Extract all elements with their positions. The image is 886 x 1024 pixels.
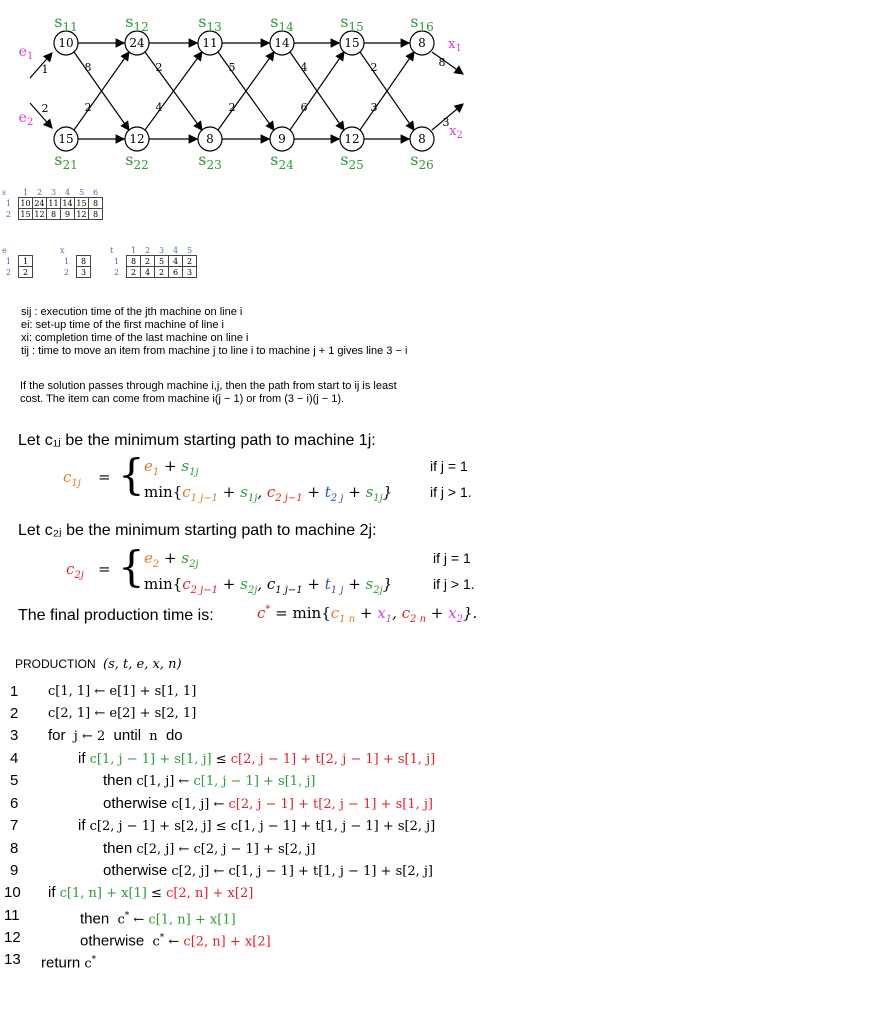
- station-label: $s_{21}$: [54, 150, 78, 172]
- table-cell: 3: [77, 267, 91, 278]
- table-cell: 4: [169, 256, 183, 267]
- table-col-header: 1: [130, 245, 137, 255]
- table-col-header: 2: [144, 245, 151, 255]
- table-row-header: 1: [5, 198, 12, 208]
- definition-line: sij : execution time of the jth machine on line i: [21, 306, 243, 318]
- table-cell: 9: [61, 209, 75, 220]
- station-value: 24: [129, 36, 145, 50]
- table-row-header: 2: [5, 209, 12, 219]
- exit-label: $x_2$: [449, 124, 463, 141]
- table-col-header: 1: [22, 187, 29, 197]
- table-cell: 2: [141, 256, 155, 267]
- formula-c1j: $c_{1j}$ = { $e_1 + s_{1j}$ $\min\{c_{1 j-1} + s_{1j}$, $c_{2 j-1} + t_{2 j} + s_{1j}$} if j = 1 if j > 1.: [63, 450, 472, 504]
- table-row: [110, 256, 197, 267]
- table-col-header: 3: [50, 187, 57, 197]
- station-value: 11: [202, 36, 218, 50]
- line-number: 6: [10, 795, 19, 812]
- table-col-header: 5: [186, 245, 193, 255]
- exit-value: 3: [442, 116, 450, 129]
- table-title: s: [2, 187, 7, 197]
- paragraph: [20, 380, 397, 406]
- table-col-header: 3: [158, 245, 165, 255]
- transfer-down-label: 2: [370, 61, 378, 74]
- paragraph-line: cost. The item can come from machine i(j − 1) or from (3 − i)(j − 1).: [20, 393, 345, 405]
- definitions: [21, 306, 407, 358]
- condition-j1: if j = 1: [430, 458, 468, 474]
- table-row-header: 2: [113, 267, 120, 277]
- table-col-header: 4: [64, 187, 71, 197]
- line-number: 11: [4, 907, 20, 924]
- line-number: 12: [4, 929, 21, 946]
- paragraph-line: If the solution passes through machine i,j, then the path from start to ij is least: [20, 380, 397, 392]
- transfer-up-label: 6: [300, 101, 308, 114]
- station-label: $s_{22}$: [125, 150, 149, 172]
- line-number: 13: [4, 951, 21, 968]
- table-row: [2, 256, 33, 267]
- final-text: The final production time is:: [18, 607, 214, 624]
- table-x: [60, 245, 91, 278]
- table-cell: 12: [34, 209, 45, 219]
- line-number: 2: [10, 705, 19, 722]
- table-cell: 8: [127, 256, 141, 267]
- exit-value: 8: [438, 56, 446, 69]
- table-cell: 12: [76, 209, 87, 219]
- station-label: $s_{24}$: [270, 150, 294, 172]
- entry-label: $e_2$: [18, 110, 34, 128]
- table-cell: 10: [20, 198, 31, 208]
- table-cell: 2: [155, 267, 169, 278]
- table-row-header: 1: [113, 256, 120, 266]
- station-value: 8: [418, 36, 426, 50]
- procedure-params: (s, t, e, x, n): [103, 657, 182, 672]
- table-s: [2, 187, 103, 220]
- table-cell: 14: [62, 198, 73, 208]
- table-cell: 2: [127, 267, 141, 278]
- station-value: 15: [344, 36, 360, 50]
- table-cell: 8: [77, 256, 91, 267]
- transfer-up-label: 4: [155, 101, 163, 114]
- table-cell: 8: [89, 198, 103, 209]
- table-row-header: 2: [63, 267, 70, 277]
- table-cell: 2: [183, 256, 197, 267]
- line-number: 3: [10, 727, 19, 744]
- formula-c2j: $c_{2j}$ = { $e_2 + s_{2j}$ $\min\{c_{2 j-1} + s_{2j}$, $c_{1 j-1} + t_{1 j} + s_{2j}$} if j = 1 if j > 1.: [66, 542, 475, 596]
- condition-j1: if j = 1: [433, 550, 471, 566]
- table-cell: 24: [34, 198, 45, 208]
- table-row: [2, 209, 103, 220]
- station-label: $s_{25}$: [340, 150, 364, 172]
- station-label: $s_{23}$: [198, 150, 222, 172]
- table-col-header: 4: [172, 245, 179, 255]
- table-row-header: 2: [5, 267, 12, 277]
- let-c1j-text: Let c₁ⱼ be the minimum starting path to machine 1j:: [18, 432, 376, 449]
- station-label: $s_{16}$: [410, 12, 434, 34]
- transfer-down-label: 2: [155, 61, 163, 74]
- table-title: x: [60, 245, 65, 255]
- table-cell: 11: [48, 198, 59, 208]
- table-cell: 15: [20, 209, 31, 219]
- station-value: 10: [58, 36, 74, 50]
- table-cell: 5: [155, 256, 169, 267]
- transfer-down-label: 4: [300, 61, 308, 74]
- table-title: e: [2, 245, 7, 255]
- table-t: [110, 245, 197, 278]
- transfer-up-label: 2: [84, 101, 92, 114]
- table-cell: 15: [76, 198, 87, 208]
- table-row: [2, 267, 33, 278]
- formula-final: $c^* = \min\{c_{1 n} + x_1$, $c_{2 n} + x_2$}.: [257, 604, 478, 625]
- table-cell: 2: [19, 267, 33, 278]
- line-number: 10: [4, 884, 21, 901]
- exit-label: $x_1$: [448, 37, 462, 54]
- transfer-down-label: 8: [84, 61, 92, 74]
- table-cell: 8: [89, 209, 103, 220]
- table-e: [2, 245, 33, 278]
- condition-jgt1: if j > 1.: [433, 576, 475, 592]
- entry-value: 2: [41, 102, 49, 115]
- line-number: 8: [10, 840, 19, 857]
- definition-line: tij : time to move an item from machine j to line i to machine j + 1 gives line 3 − i: [21, 345, 408, 357]
- station-label: $s_{12}$: [125, 12, 149, 34]
- transfer-down-label: 5: [228, 61, 236, 74]
- table-row-header: 1: [63, 256, 70, 266]
- table-title: t: [110, 245, 114, 255]
- station-label: $s_{15}$: [340, 12, 364, 34]
- station-value: 15: [58, 132, 74, 146]
- table-cell: 8: [47, 209, 61, 220]
- table-col-header: 6: [92, 187, 99, 197]
- definition-line: ei: set-up time of the first machine of line i: [21, 319, 224, 331]
- line-number: 9: [10, 862, 19, 879]
- exit-arrow-1: [432, 52, 463, 74]
- procedure-name: PRODUCTION: [15, 657, 96, 671]
- station-value: 8: [206, 132, 214, 146]
- entry-label: $e_1$: [18, 44, 34, 62]
- table-cell: 6: [169, 267, 183, 278]
- table-row: [60, 267, 91, 278]
- pseudocode-header: [15, 657, 182, 672]
- condition-jgt1: if j > 1.: [430, 484, 472, 500]
- table-cell: 1: [19, 256, 33, 267]
- station-value: 12: [129, 132, 145, 146]
- line-number: 1: [10, 683, 19, 700]
- station-label: $s_{26}$: [410, 150, 434, 172]
- table-col-header: 2: [36, 187, 43, 197]
- line-number: 5: [10, 772, 19, 789]
- table-col-header: 5: [78, 187, 85, 197]
- table-cell: 3: [183, 267, 197, 278]
- table-row: [110, 267, 197, 278]
- line-number: 4: [10, 750, 19, 767]
- station-label: $s_{14}$: [270, 12, 294, 34]
- assembly-line-diagram: [0, 0, 886, 180]
- station-value: 9: [278, 132, 286, 146]
- line-number: 7: [10, 817, 19, 834]
- table-row-header: 1: [5, 256, 12, 266]
- table-row: [60, 256, 91, 267]
- table-row: [2, 198, 103, 209]
- station-value: 12: [344, 132, 360, 146]
- entry-value: 1: [41, 63, 49, 76]
- definition-line: xi: completion time of the last machine on line i: [21, 332, 249, 344]
- station-value: 14: [274, 36, 290, 50]
- transfer-up-label: 2: [228, 101, 236, 114]
- pseudocode: 1 c[1, 1] ← e[1] + s[1, 1] 2 c[2, 1] ← e[2] + s[2, 1] 3 for j ← 2 until n do 4 if c[1, j − 1] + s[1, j] ≤ c[2, j − 1] + t[2, j − 1] + s[1, j] 5 then c[1, j] ← c[1, j − 1] + s[1, j] 6 otherwise c[1, j] ← c[2, j − 1] + t[2, j − 1] + s[1, j] 7 if c[2, j − 1] + s[2, j] ≤ c[1, j − 1] + t[1, j − 1] + s[2, j] 8 then c[2, j] ← c[2, j − 1] + s[2, j] 9 otherwise c[2, j] ← c[1, j − 1] + t[1, j − 1] + s[2, j] 10 if c[1, n] + x[1] ≤ c[2, n] + x[2] 11 then c* ← c[1, n] + x[1] 12 otherwise c* ← c[2, n] + x[2] 13 return c*: [4, 683, 436, 972]
- table-cell: 4: [141, 267, 155, 278]
- station-label: $s_{13}$: [198, 12, 222, 34]
- transfer-up-label: 3: [370, 101, 378, 114]
- let-c2j-text: Let c₂ⱼ be the minimum starting path to machine 2j:: [18, 522, 377, 539]
- station-value: 8: [418, 132, 426, 146]
- station-label: $s_{11}$: [54, 12, 78, 34]
